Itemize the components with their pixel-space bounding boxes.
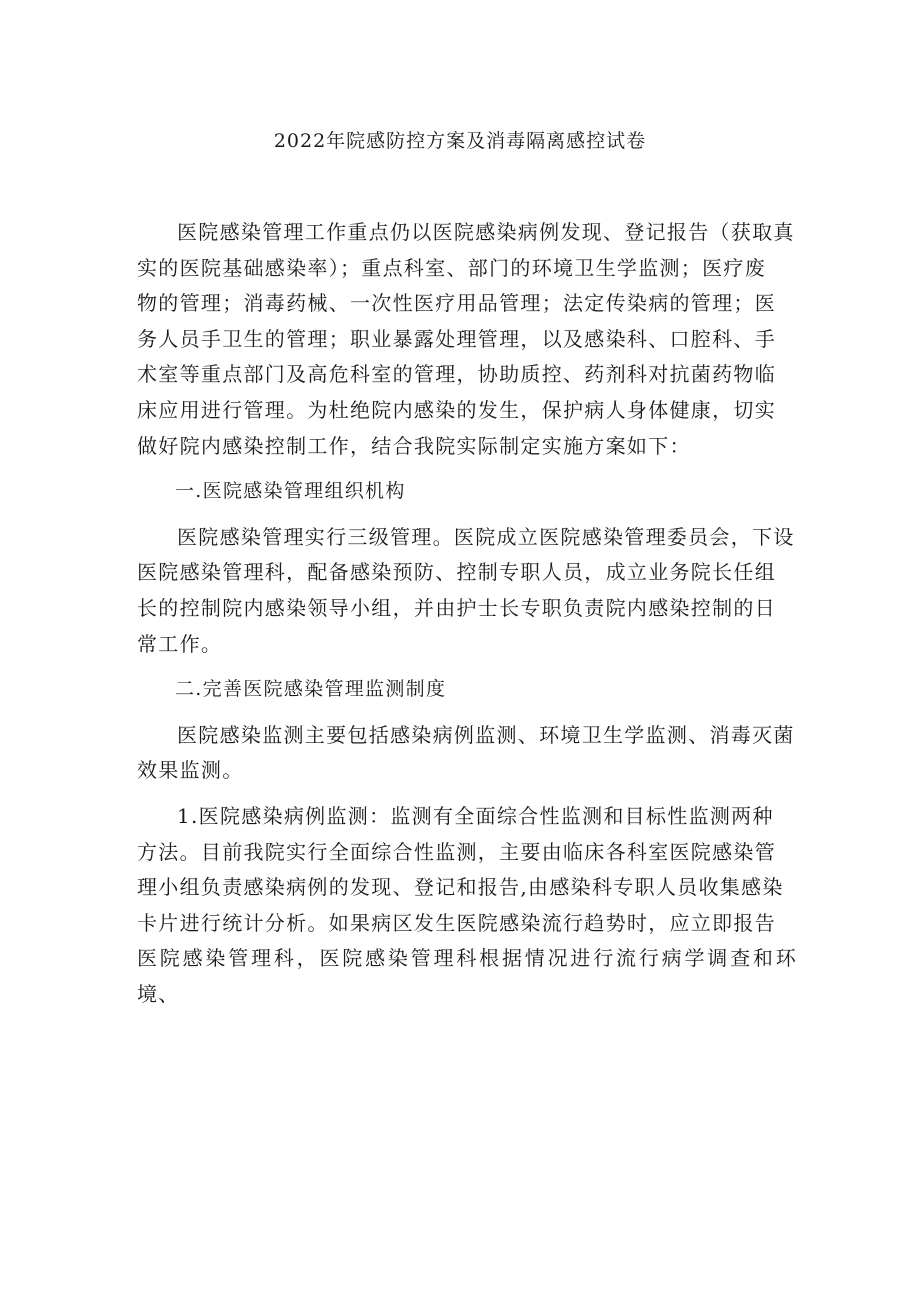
text-line: 医院感染管理科，配备感染预防、控制专职人员，成立业务院长任组: [137, 560, 776, 585]
text-line: 理小组负责感染病例的发现、登记和报告,由感染科专职人员收集感染: [137, 875, 784, 900]
text-line: 床应用进行管理。为杜绝院内感染的发生，保护病人身体健康，切实: [137, 397, 776, 422]
text-line: 长的控制院内感染领导小组，并由护士长专职负责院内感染控制的日: [137, 595, 776, 620]
text-line: 物的管理；消毒药械、一次性医疗用品管理；法定传染病的管理；医: [137, 291, 776, 316]
text-line: 常工作。: [137, 631, 223, 656]
text-line: 术室等重点部门及高危科室的管理，协助质控、药剂科对抗菌药物临: [137, 362, 776, 387]
text-line: 务人员手卫生的管理；职业暴露处理管理，以及感染科、口腔科、手: [137, 326, 776, 351]
text-line: 方法。目前我院实行全面综合性监测，主要由临床各科室医院感染管: [137, 839, 776, 864]
text-line: 实的医院基础感染率）；重点科室、部门的环境卫生学监测；医疗废: [137, 255, 766, 280]
text-line: 医院感染管理工作重点仍以医院感染病例发现、登记报告（获取真: [177, 220, 795, 244]
section-2-paragraph: [137, 718, 797, 789]
text-line: 医院感染管理科，医院感染管理科根据情况进行流行病学调查和环境、: [137, 946, 797, 1006]
text-line: 卡片进行统计分析。如果病区发生医院感染流行趋势时，应立即报告: [137, 910, 776, 935]
spacer: [137, 510, 797, 520]
section-1-paragraph: [137, 520, 797, 662]
spacer: [137, 464, 797, 474]
spacer: [137, 662, 797, 672]
text-line: 医院感染管理实行三级管理。医院成立医院感染管理委员会，下设: [177, 524, 795, 549]
spacer: [137, 708, 797, 718]
item-1-paragraph: [137, 799, 797, 1013]
text-line: 效果监测。: [137, 758, 244, 783]
spacer: [137, 789, 797, 799]
intro-paragraph: [137, 215, 797, 464]
page-title: 2022年院感防控方案及消毒隔离感控试卷: [273, 130, 647, 152]
section-heading-1: 一.医院感染管理组织机构: [175, 480, 406, 503]
text-line: 1.医院感染病例监测：监测有全面综合性监测和目标性监测两种: [177, 803, 774, 828]
document-body: [137, 215, 797, 1012]
text-line: 医院感染监测主要包括感染病例监测、环境卫生学监测、消毒灭菌: [177, 722, 795, 747]
text-line: 做好院内感染控制工作，结合我院实际制定实施方案如下：: [137, 433, 691, 458]
section-heading-2: 二.完善医院感染管理监测制度: [175, 678, 447, 701]
